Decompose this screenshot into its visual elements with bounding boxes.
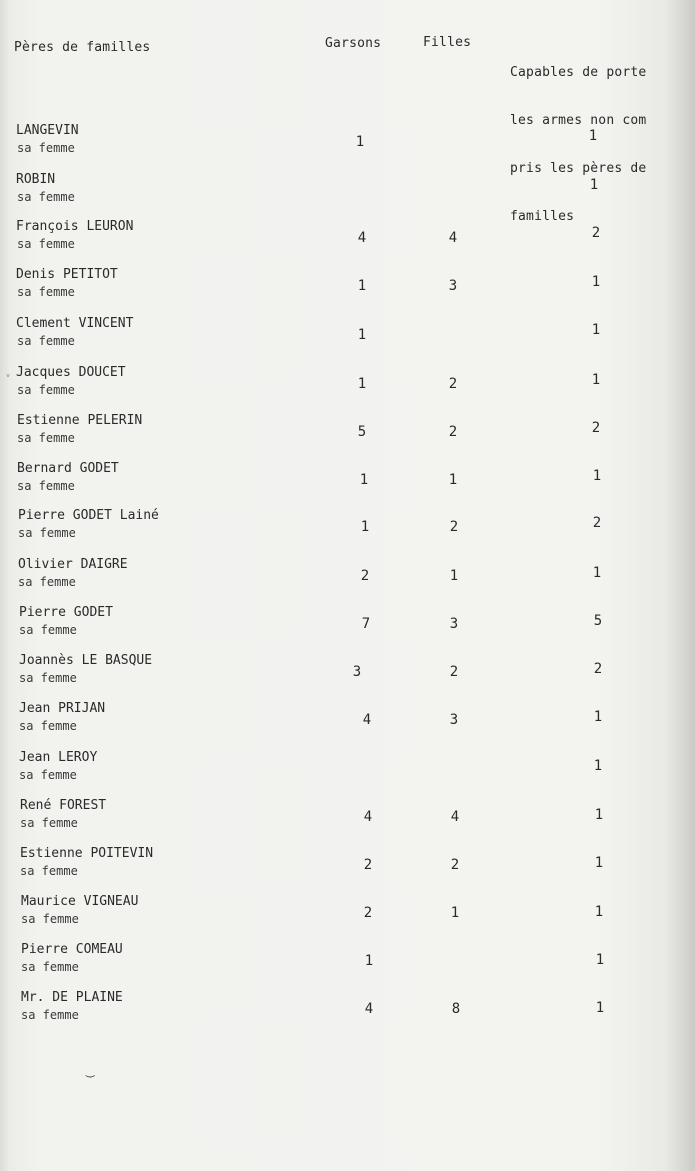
family-row: [0, 219, 695, 263]
capables-count: 1: [592, 468, 602, 484]
wife-label: sa femme: [21, 912, 79, 926]
filles-count: 2: [448, 424, 458, 440]
capables-count: 1: [594, 855, 604, 871]
family-row: [0, 557, 695, 601]
filles-count: 1: [448, 472, 458, 488]
family-row: [0, 365, 695, 409]
capables-count: 2: [591, 225, 601, 241]
capables-count: 1: [595, 952, 605, 968]
family-row: [0, 846, 695, 890]
filles-count: 1: [449, 568, 459, 584]
wife-label: sa femme: [19, 768, 77, 782]
father-name: Jean LEROY: [19, 750, 98, 765]
capables-count: 1: [591, 274, 601, 290]
family-row: [0, 750, 695, 794]
wife-label: sa femme: [18, 575, 76, 589]
garcons-count: 4: [363, 809, 373, 825]
header-capables-line-1: Capables de porte: [510, 65, 647, 80]
capables-count: 1: [594, 904, 604, 920]
father-name: Joannès LE BASQUE: [19, 653, 153, 668]
wife-label: sa femme: [18, 526, 76, 540]
capables-count: 1: [592, 565, 602, 581]
wife-label: sa femme: [19, 623, 77, 637]
filles-count: 3: [449, 712, 459, 728]
family-row: [0, 413, 695, 457]
family-row: [0, 798, 695, 842]
father-name: Maurice VIGNEAU: [21, 894, 139, 909]
father-name: Estienne PELERIN: [17, 413, 143, 428]
capables-count: 2: [592, 515, 602, 531]
wife-label: sa femme: [21, 1008, 79, 1022]
garcons-count: 4: [364, 1001, 374, 1017]
family-row: [0, 461, 695, 505]
capables-count: 1: [593, 709, 603, 725]
garcons-count: 1: [355, 134, 365, 150]
family-row: [0, 894, 695, 938]
garcons-count: 1: [364, 953, 374, 969]
wife-label: sa femme: [17, 285, 75, 299]
capables-count: 2: [591, 420, 601, 436]
wife-label: sa femme: [17, 334, 75, 348]
garcons-count: 2: [363, 905, 373, 921]
capables-count: 1: [589, 177, 599, 193]
stray-mark: ‿: [86, 1062, 95, 1078]
father-name: François LEURON: [16, 219, 134, 234]
father-name: Bernard GODET: [17, 461, 119, 476]
capables-count: 1: [591, 372, 601, 388]
family-row: [0, 172, 695, 216]
family-row: [0, 605, 695, 649]
capables-count: 2: [593, 661, 603, 677]
wife-label: sa femme: [19, 719, 77, 733]
family-row: [0, 701, 695, 745]
filles-count: 4: [450, 809, 460, 825]
family-row: [0, 316, 695, 360]
family-row: [0, 653, 695, 697]
wife-label: sa femme: [17, 431, 75, 445]
garcons-count: 1: [357, 278, 367, 294]
header-garcons: Garsons: [325, 36, 382, 51]
margin-mark: ᵥ: [5, 369, 12, 380]
garcons-count: 1: [360, 519, 370, 535]
father-name: Estienne POITEVIN: [20, 846, 154, 861]
father-name: ROBIN: [16, 172, 56, 187]
wife-label: sa femme: [17, 237, 75, 251]
family-row: [0, 508, 695, 552]
father-name: Clement VINCENT: [16, 316, 134, 331]
father-name: Olivier DAIGRE: [18, 557, 128, 572]
father-name: Jacques DOUCET: [16, 365, 126, 380]
wife-label: sa femme: [19, 671, 77, 685]
father-name: René FOREST: [20, 798, 107, 813]
capables-count: 5: [593, 613, 603, 629]
father-name: Jean PRIJAN: [19, 701, 106, 716]
capables-count: 1: [588, 128, 598, 144]
capables-count: 1: [593, 758, 603, 774]
filles-count: 3: [449, 616, 459, 632]
father-name: LANGEVIN: [16, 123, 79, 138]
filles-count: 2: [448, 376, 458, 392]
header-capables-line-4: familles: [510, 209, 575, 224]
family-row: [0, 123, 695, 167]
filles-count: 8: [451, 1001, 461, 1017]
father-name: Pierre GODET: [19, 605, 113, 620]
garcons-count: 2: [363, 857, 373, 873]
garcons-count: 1: [357, 327, 367, 343]
family-row: [0, 267, 695, 311]
wife-label: sa femme: [17, 479, 75, 493]
header-capables-line-2: les armes non com: [510, 113, 647, 128]
wife-label: sa femme: [20, 864, 78, 878]
family-row: [0, 942, 695, 986]
father-name: Denis PETITOT: [16, 267, 118, 282]
family-row: [0, 990, 695, 1034]
header-peres-de-familles: Pères de familles: [14, 40, 151, 55]
garcons-count: 3: [352, 664, 362, 680]
capables-count: 1: [595, 1000, 605, 1016]
father-name: Pierre GODET Lainé: [18, 508, 159, 523]
garcons-count: 4: [362, 712, 372, 728]
wife-label: sa femme: [17, 141, 75, 155]
father-name: Pierre COMEAU: [21, 942, 123, 957]
garcons-count: 2: [360, 568, 370, 584]
header-capables-line-3: pris les pères de: [510, 161, 647, 176]
wife-label: sa femme: [21, 960, 79, 974]
filles-count: 3: [448, 278, 458, 294]
capables-count: 1: [594, 807, 604, 823]
garcons-count: 1: [357, 376, 367, 392]
filles-count: 2: [450, 857, 460, 873]
header-filles: Filles: [423, 35, 472, 50]
wife-label: sa femme: [20, 816, 78, 830]
garcons-count: 5: [357, 424, 367, 440]
filles-count: 2: [449, 519, 459, 535]
father-name: Mr. DE PLAINE: [21, 990, 123, 1005]
wife-label: sa femme: [17, 190, 75, 204]
garcons-count: 1: [359, 472, 369, 488]
filles-count: 1: [450, 905, 460, 921]
capables-count: 1: [591, 322, 601, 338]
wife-label: sa femme: [17, 383, 75, 397]
garcons-count: 7: [361, 616, 371, 632]
filles-count: 4: [448, 230, 458, 246]
garcons-count: 4: [357, 230, 367, 246]
filles-count: 2: [449, 664, 459, 680]
